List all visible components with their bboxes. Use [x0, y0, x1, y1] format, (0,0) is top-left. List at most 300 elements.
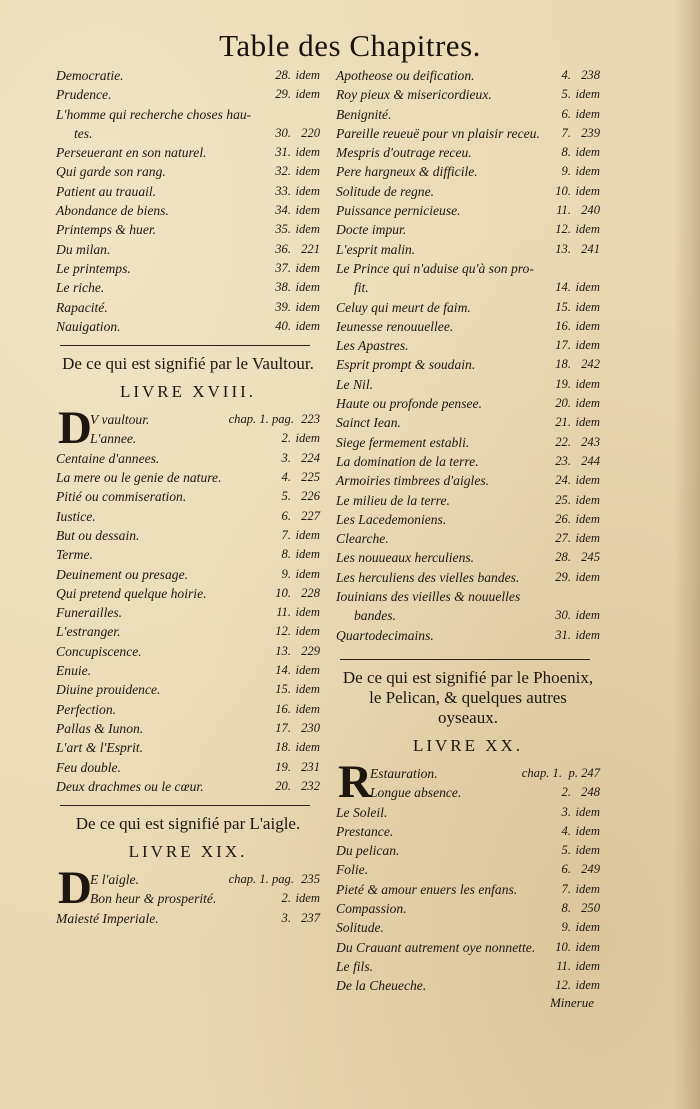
entry-title: Du Crauant autrement oye nonnette. — [336, 939, 536, 955]
entry-chapter: 6. — [561, 106, 571, 121]
entry-title: Mespris d'outrage receu. — [336, 145, 472, 161]
entry-chapter: 24. — [555, 473, 571, 488]
entry-chapter: 7. — [561, 881, 571, 896]
entry-title: Feu double. — [56, 759, 121, 775]
entry-chapter: 6. — [561, 862, 571, 877]
entry-chapter: 5. — [281, 489, 291, 504]
entry-chapter: 12. — [555, 978, 571, 993]
entry-title: Abondance de biens. — [56, 203, 169, 219]
entry-chapter: 16. — [555, 318, 571, 333]
entry-page: idem — [575, 299, 600, 314]
entry-chapter: 12. — [275, 624, 291, 639]
entry-title: Estauration. — [370, 765, 438, 781]
entry-chapter: 20. — [275, 778, 291, 793]
toc-entry — [56, 278, 320, 297]
entry-page: 240 — [581, 203, 600, 218]
entry-title: Centaine d'annees. — [56, 450, 160, 466]
entry-chapter: 21. — [555, 415, 571, 430]
drop-cap: R — [338, 755, 372, 808]
toc-entry — [336, 880, 600, 899]
toc-entry — [336, 124, 600, 143]
entry-page: 230 — [301, 720, 320, 735]
toc-entry — [336, 105, 600, 124]
entry-title: Quartodecimains. — [336, 627, 434, 643]
toc-entry — [56, 584, 320, 603]
entry-title: Benignité. — [336, 106, 392, 122]
entry-title: La mere ou le genie de nature. — [56, 470, 222, 486]
entry-chapter: 7. — [561, 125, 571, 140]
aigle-entries — [56, 909, 320, 928]
entry-page: 231 — [301, 759, 320, 774]
left-top-entries — [56, 66, 320, 336]
toc-entry — [56, 468, 320, 487]
toc-entry — [336, 783, 600, 802]
toc-entry — [336, 938, 600, 957]
toc-entry — [336, 841, 600, 860]
toc-entry — [56, 240, 320, 259]
toc-entry — [56, 259, 320, 278]
toc-entry — [56, 201, 320, 220]
entry-title: Printemps & huer. — [56, 222, 157, 238]
entry-chapter: 35. — [275, 222, 291, 237]
entry-page: idem — [575, 318, 600, 333]
entry-page: idem — [295, 624, 320, 639]
toc-entry — [336, 626, 600, 645]
entry-page: 248 — [581, 785, 600, 800]
toc-entry — [56, 758, 320, 777]
toc-entry — [336, 918, 600, 937]
entry-page: idem — [575, 164, 600, 179]
entry-title: Compassion. — [336, 900, 407, 916]
entry-chapter: 17. — [555, 338, 571, 353]
entry-chapter: 38. — [275, 280, 291, 295]
entry-chapter: 19. — [555, 376, 571, 391]
entry-page: idem — [295, 527, 320, 542]
toc-entry — [56, 507, 320, 526]
toc-entry — [56, 870, 320, 889]
entry-title: Le Soleil. — [336, 804, 388, 820]
entry-page: 235 — [301, 872, 320, 887]
entry-chapter: 28. — [275, 68, 291, 82]
entry-page: idem — [575, 843, 600, 858]
toc-entry — [56, 565, 320, 584]
entry-title: Roy pieux & misericordieux. — [336, 87, 492, 103]
toc-entry — [56, 105, 320, 144]
entry-chapter: 29. — [555, 569, 571, 584]
entry-title: Clearche. — [336, 531, 389, 547]
entry-chapter: 32. — [275, 164, 291, 179]
entry-title: Prestance. — [336, 823, 394, 839]
toc-entry — [336, 182, 600, 201]
entry-chapter: 9. — [561, 920, 571, 935]
entry-title: Les herculiens des vielles bandes. — [336, 569, 520, 585]
entry-chapter: 2. — [281, 431, 291, 446]
entry-title: Perseuerant en son naturel. — [56, 145, 207, 161]
entry-chapter: 22. — [555, 434, 571, 449]
entry-title: Pieté & amour enuers les enfans. — [336, 881, 518, 897]
entry-page: idem — [575, 823, 600, 838]
entry-title: Pere hargneux & difficile. — [336, 164, 478, 180]
toc-entry — [56, 603, 320, 622]
toc-entry — [56, 410, 320, 429]
entry-chapter: 26. — [555, 511, 571, 526]
toc-entry — [56, 700, 320, 719]
entry-page: 226 — [301, 489, 320, 504]
entry-chapter: 5. — [561, 87, 571, 102]
toc-entry — [56, 317, 320, 336]
page-title: Table des Chapitres. — [219, 28, 481, 63]
toc-entry — [336, 317, 600, 336]
entry-chapter: 10. — [555, 939, 571, 954]
entry-title: Pareille reueuë pour vn plaisir receu. — [336, 125, 540, 141]
toc-entry — [336, 413, 600, 432]
entry-chapter: 4. — [281, 470, 291, 485]
entry-chapter: 2. — [281, 891, 291, 906]
entry-page: idem — [575, 396, 600, 411]
right-top-entries — [336, 66, 600, 645]
toc-entry — [56, 162, 320, 181]
toc-entry — [336, 860, 600, 879]
entry-page: idem — [575, 627, 600, 642]
entry-page: idem — [295, 605, 320, 620]
entry-title: Les Apastres. — [336, 338, 409, 354]
toc-entry — [336, 336, 600, 355]
entry-chapter: 8. — [561, 900, 571, 915]
entry-title: But ou dessain. — [56, 527, 140, 543]
entry-title: Celuy qui meurt de faim. — [336, 299, 471, 315]
entry-title: Du pelican. — [336, 843, 400, 859]
toc-entry — [336, 298, 600, 317]
entry-page: 221 — [301, 241, 320, 256]
entry-chapter: 11. — [556, 958, 571, 973]
entry-title: Sainct Iean. — [336, 415, 401, 431]
entry-title: Haute ou profonde pensee. — [336, 396, 482, 412]
entry-page: 238 — [581, 68, 600, 82]
entry-title: Diuine prouidence. — [56, 682, 161, 698]
entry-title: Puissance pernicieuse. — [336, 203, 461, 219]
entry-chapter: chap. 1. — [521, 765, 562, 780]
entry-title: Pallas & Iunon. — [56, 720, 144, 736]
section-divider — [340, 659, 590, 660]
entry-page: idem — [575, 280, 600, 295]
entry-title: L'estranger. — [56, 624, 121, 640]
entry-title: Le printemps. — [56, 260, 131, 276]
entry-page: idem — [295, 260, 320, 275]
entry-title: La domination de la terre. — [336, 453, 479, 469]
entry-chapter: 19. — [275, 759, 291, 774]
entry-chapter: 29. — [275, 87, 291, 102]
entry-page: idem — [295, 547, 320, 562]
toc-entry — [56, 429, 320, 448]
entry-title: L'annee. — [90, 431, 137, 447]
entry-title: L'art & l'Esprit. — [56, 740, 144, 756]
entry-title: Le milieu de la terre. — [336, 492, 450, 508]
toc-entry — [336, 471, 600, 490]
entry-chapter: chap. 1. pag. — [228, 872, 294, 887]
toc-entry — [56, 143, 320, 162]
entry-chapter: 18. — [275, 740, 291, 755]
entry-chapter: 15. — [275, 682, 291, 697]
entry-title: Qui garde son rang. — [56, 164, 166, 180]
entry-title: Perfection. — [56, 701, 117, 717]
entry-chapter: 23. — [555, 453, 571, 468]
entry-title: Folie. — [336, 862, 369, 878]
entry-chapter: 8. — [281, 547, 291, 562]
toc-entry — [336, 568, 600, 587]
entry-title: Longue absence. — [370, 785, 462, 801]
entry-page: idem — [575, 473, 600, 488]
entry-page: idem — [295, 222, 320, 237]
entry-chapter: 3. — [281, 910, 291, 925]
entry-chapter: 33. — [275, 183, 291, 198]
entry-chapter: 9. — [281, 566, 291, 581]
entry-page: idem — [295, 87, 320, 102]
section-start-vaultour — [56, 402, 320, 455]
entry-title: Concupiscence. — [56, 643, 142, 659]
catchword: Minerue — [549, 995, 594, 1011]
toc-entry — [336, 548, 600, 567]
toc-entry — [56, 545, 320, 564]
toc-entry — [56, 738, 320, 757]
toc-entry — [336, 355, 600, 374]
entry-page: idem — [575, 804, 600, 819]
entry-page: idem — [295, 701, 320, 716]
toc-entry — [336, 452, 600, 471]
toc-entry — [56, 622, 320, 641]
entry-page: 229 — [301, 643, 320, 658]
entry-page: 227 — [301, 508, 320, 523]
entry-chapter: 5. — [561, 843, 571, 858]
section-start-aigle — [56, 862, 320, 915]
toc-entry — [56, 85, 320, 104]
entry-page: idem — [295, 431, 320, 446]
entry-title: Patient au trauail. — [56, 183, 157, 199]
entry-page: 241 — [581, 241, 600, 256]
entry-chapter: 13. — [275, 643, 291, 658]
section-start-phoenix — [336, 755, 600, 808]
toc-entry — [336, 803, 600, 822]
entry-page: 220 — [301, 125, 320, 140]
entry-page: idem — [295, 318, 320, 333]
entry-page: 237 — [301, 910, 320, 925]
entry-chapter: 2. — [561, 785, 571, 800]
entry-page: idem — [295, 183, 320, 198]
entry-page: 250 — [581, 900, 600, 915]
entry-page: 245 — [581, 550, 600, 565]
entry-chapter: 3. — [281, 450, 291, 465]
entry-chapter: 20. — [555, 396, 571, 411]
entry-title: Rapacité. — [56, 299, 108, 315]
entry-chapter: 14. — [275, 663, 291, 678]
entry-title: Nauigation. — [56, 318, 121, 334]
entry-title: Armoiries timbrees d'aigles. — [336, 473, 490, 489]
entry-page: idem — [295, 663, 320, 678]
entry-title: Siege fermement establi. — [336, 434, 470, 450]
entry-page: idem — [575, 939, 600, 954]
entry-title: Qui pretend quelque hoirie. — [56, 585, 207, 601]
entry-chapter: 13. — [555, 241, 571, 256]
entry-page: idem — [295, 299, 320, 314]
entry-chapter: 4. — [561, 68, 571, 82]
entry-title: Esprit prompt & soudain. — [336, 357, 476, 373]
toc-entry — [56, 182, 320, 201]
entry-title: Funerailles. — [56, 605, 123, 621]
entry-title: Deux drachmes ou le cœur. — [56, 778, 204, 794]
entry-chapter: 31. — [275, 145, 291, 160]
toc-entry — [336, 66, 600, 85]
entry-page: idem — [575, 338, 600, 353]
entry-chapter: 39. — [275, 299, 291, 314]
toc-entry — [336, 259, 600, 298]
entry-chapter: chap. 1. pag. — [228, 412, 294, 427]
entry-page: idem — [575, 106, 600, 121]
entry-chapter: 30. — [275, 125, 291, 140]
toc-entry — [56, 66, 320, 85]
entry-page: idem — [575, 608, 600, 623]
entry-page: idem — [575, 415, 600, 430]
entry-page: idem — [295, 164, 320, 179]
entry-title: Le fils. — [336, 958, 374, 974]
entry-chapter: 31. — [555, 627, 571, 642]
entry-title: Deuinement ou presage. — [56, 566, 189, 582]
toc-entry — [336, 220, 600, 239]
entry-title: Les nouueaux herculiens. — [336, 550, 475, 566]
entry-page: idem — [575, 881, 600, 896]
entry-chapter: 8. — [561, 145, 571, 160]
entry-page: 232 — [301, 778, 320, 793]
entry-page: idem — [295, 280, 320, 295]
entry-title: Le Nil. — [336, 376, 374, 392]
entry-title: Les Lacedemoniens. — [336, 511, 447, 527]
livre-xix-heading: LIVRE XIX. — [128, 842, 248, 862]
toc-entry — [56, 889, 320, 908]
entry-chapter: 28. — [555, 550, 571, 565]
entry-page: 228 — [301, 585, 320, 600]
phoenix-entries — [336, 803, 600, 996]
entry-title: Solitude. — [336, 920, 384, 936]
entry-chapter: 11. — [276, 605, 291, 620]
toc-entry — [336, 899, 600, 918]
section-heading-phoenix: De ce qui est signifié par le Phoenix, le Pelican, & quelques autres oyseaux. — [342, 667, 594, 727]
entry-page: idem — [575, 183, 600, 198]
entry-chapter: 4. — [561, 823, 571, 838]
entry-page: idem — [575, 978, 600, 993]
toc-entry — [56, 449, 320, 468]
toc-entry — [56, 777, 320, 796]
entry-page: 243 — [581, 434, 600, 449]
entry-chapter: 14. — [555, 280, 571, 295]
toc-entry — [336, 491, 600, 510]
entry-chapter: 17. — [275, 720, 291, 735]
entry-chapter: 16. — [275, 701, 291, 716]
entry-page: 244 — [581, 453, 600, 468]
left-column — [56, 66, 320, 928]
toc-entry — [56, 680, 320, 699]
catchword-row — [336, 995, 600, 1015]
entry-chapter: 12. — [555, 222, 571, 237]
entry-chapter: 18. — [555, 357, 571, 372]
page-edge-shadow — [674, 0, 700, 1109]
entry-page: 223 — [301, 412, 320, 427]
entry-title: Iustice. — [56, 508, 96, 524]
entry-chapter: 10. — [275, 585, 291, 600]
section-heading-vaultour: De ce qui est signifié par le Vaultour. — [62, 354, 314, 374]
entry-title: Prudence. — [56, 87, 112, 103]
entry-title: Du milan. — [56, 241, 111, 257]
entry-chapter: 34. — [275, 203, 291, 218]
entry-page: idem — [295, 203, 320, 218]
toc-entry — [56, 719, 320, 738]
entry-title: Apotheose ou deification. — [336, 68, 475, 83]
toc-entry — [336, 976, 600, 995]
entry-page: 239 — [581, 125, 600, 140]
toc-entry — [336, 510, 600, 529]
drop-cap: D — [58, 862, 92, 915]
toc-entry — [336, 764, 600, 783]
toc-entry — [336, 375, 600, 394]
toc-entry — [336, 587, 600, 626]
section-divider — [60, 805, 310, 806]
toc-entry — [336, 240, 600, 259]
entry-title: Le Prince qui n'aduise qu'à son pro- fit. — [336, 260, 534, 296]
entry-title: Le riche. — [56, 280, 105, 296]
entry-title: Ieunesse renouuellee. — [336, 318, 454, 334]
entry-title: Docte impur. — [336, 222, 407, 238]
entry-page: idem — [295, 740, 320, 755]
entry-title: Democratie. — [56, 68, 124, 83]
livre-xx-heading: LIVRE XX. — [412, 735, 524, 755]
entry-title: V vaultour. — [90, 412, 150, 428]
entry-title: Maiesté Imperiale. — [56, 910, 159, 926]
entry-page: idem — [575, 376, 600, 391]
entry-chapter: 15. — [555, 299, 571, 314]
section-divider — [60, 345, 310, 346]
toc-entry — [336, 162, 600, 181]
entry-chapter: 9. — [561, 164, 571, 179]
toc-entry — [336, 433, 600, 452]
toc-entry — [56, 487, 320, 506]
entry-title: Solitude de regne. — [336, 183, 435, 199]
entry-title: Enuie. — [56, 663, 92, 679]
entry-title: Iouinians des vieilles & nouuelles bandes. — [336, 589, 521, 624]
livre-xviii-heading: LIVRE XVIII. — [119, 382, 257, 402]
entry-page: idem — [575, 531, 600, 546]
toc-entry — [336, 201, 600, 220]
entry-chapter: 27. — [555, 531, 571, 546]
vaultour-entries — [56, 449, 320, 796]
entry-page: 225 — [301, 470, 320, 485]
entry-page: 224 — [301, 450, 320, 465]
entry-title: Bon heur & prosperité. — [90, 891, 217, 907]
entry-page: idem — [575, 492, 600, 507]
entry-title: L'homme qui recherche choses hau- tes. — [56, 106, 252, 141]
drop-cap: D — [58, 402, 92, 455]
entry-page: idem — [575, 145, 600, 160]
toc-entry — [336, 143, 600, 162]
entry-chapter: 40. — [275, 318, 291, 333]
toc-entry — [56, 526, 320, 545]
toc-entry — [336, 529, 600, 548]
entry-page: idem — [575, 222, 600, 237]
entry-page: idem — [575, 511, 600, 526]
section-heading-aigle: De ce qui est signifié par L'aigle. — [75, 814, 301, 834]
entry-chapter: 25. — [555, 492, 571, 507]
right-column — [336, 66, 600, 1015]
entry-page: p. 247 — [568, 765, 600, 780]
toc-entry — [336, 85, 600, 104]
entry-chapter: 30. — [555, 608, 571, 623]
entry-page: idem — [295, 145, 320, 160]
